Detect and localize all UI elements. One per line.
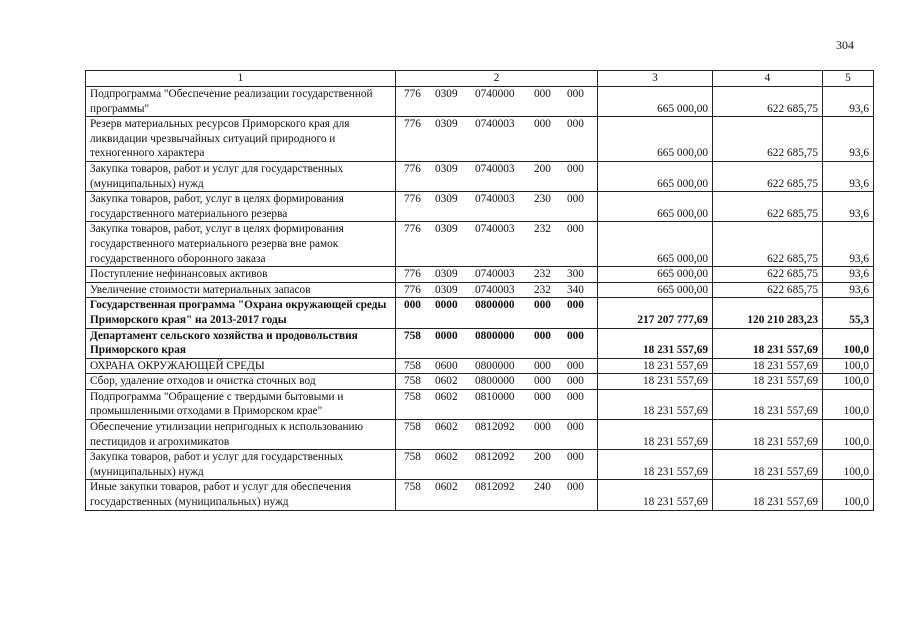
table-row [86,480,874,510]
row-codes [396,328,598,358]
table-row [86,420,874,450]
row-value-c4: 622 685,75 [713,222,823,267]
row-name: ОХРАНА ОКРУЖАЮЩЕЙ СРЕДЫ [86,358,396,374]
row-code-3: 0740003 [475,268,515,281]
row-code-1: 758 [404,359,421,372]
row-value-c3: 217 207 777,69 [598,298,713,328]
row-name: Подпрограмма "Обеспечение реализации государственной программы" [86,87,396,117]
row-code-4: 232 [534,268,551,281]
row-code-3: 0740003 [475,193,515,206]
row-code-1: 758 [404,451,421,464]
row-code-3: 0810000 [475,390,515,403]
row-code-5: 000 [567,193,584,206]
row-code-4: 000 [534,359,551,372]
row-name: Увеличение стоимости материальных запасов [86,282,396,298]
row-code-5: 000 [567,118,584,131]
row-codes [396,389,598,419]
row-code-5: 000 [567,88,584,100]
row-value-c3: 18 231 557,69 [598,374,713,390]
header-col-3: 3 [598,71,713,87]
row-value-c3: 18 231 557,69 [598,328,713,358]
row-code-3: 0800000 [475,299,515,312]
row-value-c3: 665 000,00 [598,222,713,267]
row-value-c3: 18 231 557,69 [598,358,713,374]
row-value-c3: 18 231 557,69 [598,480,713,510]
row-name: Государственная программа "Охрана окружающей среды Приморского края" на 2013-2017 годы [86,298,396,328]
header-col-2: 2 [396,71,598,87]
row-code-1: 776 [404,193,421,206]
row-value-c3: 665 000,00 [598,192,713,222]
row-code-3: 0740003 [475,223,515,236]
row-code-1: 776 [404,268,421,281]
header-col-4: 4 [713,71,823,87]
row-code-3: 0800000 [475,359,515,372]
row-value-c5: 100,0 [823,358,874,374]
row-codes [396,117,598,162]
table-row [86,161,874,191]
table-row [86,117,874,162]
row-value-c5: 100,0 [823,480,874,510]
row-value-c3: 665 000,00 [598,117,713,162]
row-codes [396,192,598,222]
row-value-c5: 100,0 [823,450,874,480]
row-code-5: 000 [567,421,584,434]
row-code-1: 758 [404,375,421,388]
row-codes [396,87,598,117]
table-row [86,450,874,480]
row-code-4: 000 [534,421,551,434]
table-row [86,358,874,374]
row-value-c3: 18 231 557,69 [598,389,713,419]
row-code-2: 0309 [435,268,458,281]
row-code-3: 0800000 [475,329,515,342]
table-row [86,298,874,328]
row-value-c4: 622 685,75 [713,192,823,222]
row-code-1: 776 [404,118,421,131]
page-number: 304 [836,38,854,52]
row-value-c3: 665 000,00 [598,267,713,283]
row-code-2: 0309 [435,193,458,206]
header-col-1: 1 [86,71,396,87]
row-value-c4: 622 685,75 [713,87,823,117]
row-code-2: 0602 [435,375,458,388]
row-code-4: 000 [534,329,551,342]
row-code-3: 0740000 [475,88,515,100]
row-code-2: 0309 [435,88,458,100]
row-value-c4: 18 231 557,69 [713,374,823,390]
row-code-3: 0740003 [475,162,515,175]
row-codes [396,222,598,267]
row-code-1: 758 [404,481,421,494]
row-code-4: 232 [534,223,551,236]
row-name: Закупка товаров, работ, услуг в целях формирования государственного материального резерва [86,192,396,222]
row-code-5: 000 [567,390,584,403]
row-name: Закупка товаров, работ и услуг для государственных (муниципальных) нужд [86,161,396,191]
row-value-c4: 18 231 557,69 [713,358,823,374]
row-codes [396,450,598,480]
row-code-1: 758 [404,390,421,403]
budget-table [85,70,874,511]
row-value-c5: 93,6 [823,192,874,222]
row-codes [396,161,598,191]
header-col-5: 5 [823,71,874,87]
row-code-4: 000 [534,88,551,100]
row-code-3: 0812092 [475,451,515,464]
row-name: Резерв материальных ресурсов Приморского края для ликвидации чрезвычайных ситуаций природного и техногенного характера [86,117,396,162]
row-code-2: 0309 [435,118,458,131]
row-name: Обеспечение утилизации непригодных к использованию пестицидов и агрохимикатов [86,420,396,450]
row-code-3: 0812092 [475,481,515,494]
row-value-c4: 622 685,75 [713,161,823,191]
row-code-3: 0800000 [475,375,515,388]
row-code-2: 0309 [435,223,458,236]
row-value-c5: 93,6 [823,267,874,283]
table-header-row [86,71,874,87]
row-code-5: 300 [567,268,584,281]
row-code-4: 000 [534,299,551,312]
table-row [86,267,874,283]
row-code-2: 0309 [435,162,458,175]
row-name: Закупка товаров, работ, услуг в целях формирования государственного материального резерва вне рамок государственного оборонного заказа [86,222,396,267]
row-value-c5: 93,6 [823,87,874,117]
row-value-c3: 18 231 557,69 [598,420,713,450]
row-code-4: 200 [534,451,551,464]
row-code-5: 000 [567,359,584,372]
row-value-c4: 622 685,75 [713,282,823,298]
row-codes [396,267,598,283]
row-value-c3: 665 000,00 [598,282,713,298]
row-code-2: 0600 [435,359,458,372]
row-code-4: 000 [534,375,551,388]
row-value-c5: 93,6 [823,117,874,162]
row-code-1: 000 [404,299,421,312]
table-row [86,328,874,358]
row-value-c4: 18 231 557,69 [713,480,823,510]
row-code-5: 000 [567,329,584,342]
row-value-c5: 93,6 [823,222,874,267]
row-codes [396,420,598,450]
table-row [86,374,874,390]
row-name: Поступление нефинансовых активов [86,267,396,283]
row-value-c5: 100,0 [823,328,874,358]
row-code-5: 340 [567,283,584,296]
row-code-5: 000 [567,451,584,464]
row-value-c3: 18 231 557,69 [598,450,713,480]
row-code-5: 000 [567,162,584,175]
table-row [86,87,874,117]
row-value-c5: 100,0 [823,420,874,450]
row-codes [396,374,598,390]
row-value-c4: 18 231 557,69 [713,389,823,419]
table-row [86,389,874,419]
row-name: Сбор, удаление отходов и очистка сточных вод [86,374,396,390]
row-code-4: 200 [534,162,551,175]
row-code-2: 0000 [435,299,458,312]
row-code-2: 0602 [435,481,458,494]
row-code-5: 000 [567,223,584,236]
row-value-c4: 622 685,75 [713,117,823,162]
row-name: Департамент сельского хозяйства и продовольствия Приморского края [86,328,396,358]
row-code-1: 776 [404,162,421,175]
table-row [86,282,874,298]
row-code-2: 0602 [435,451,458,464]
row-code-4: 230 [534,193,551,206]
row-name: Иные закупки товаров, работ и услуг для обеспечения государственных (муниципальных) нужд [86,480,396,510]
row-code-1: 776 [404,88,421,100]
row-code-2: 0602 [435,421,458,434]
table-row [86,192,874,222]
row-code-1: 758 [404,421,421,434]
row-code-1: 776 [404,283,421,296]
row-value-c5: 55,3 [823,298,874,328]
row-value-c5: 93,6 [823,282,874,298]
row-code-2: 0309 [435,283,458,296]
row-code-3: 0812092 [475,421,515,434]
row-name: Закупка товаров, работ и услуг для государственных (муниципальных) нужд [86,450,396,480]
row-codes [396,282,598,298]
row-code-5: 000 [567,375,584,388]
row-codes [396,358,598,374]
row-code-4: 000 [534,390,551,403]
row-value-c5: 100,0 [823,389,874,419]
row-code-2: 0602 [435,390,458,403]
row-code-3: 0740003 [475,283,515,296]
row-code-5: 000 [567,299,584,312]
row-codes [396,480,598,510]
row-code-3: 0740003 [475,118,515,131]
row-value-c3: 665 000,00 [598,87,713,117]
row-value-c4: 18 231 557,69 [713,450,823,480]
table-body [86,71,874,511]
row-code-1: 776 [404,223,421,236]
row-code-1: 758 [404,329,421,342]
row-code-4: 000 [534,118,551,131]
row-value-c4: 18 231 557,69 [713,420,823,450]
row-value-c4: 120 210 283,23 [713,298,823,328]
row-code-4: 240 [534,481,551,494]
row-value-c4: 622 685,75 [713,267,823,283]
row-value-c3: 665 000,00 [598,161,713,191]
row-code-4: 232 [534,283,551,296]
row-value-c4: 18 231 557,69 [713,328,823,358]
table-row [86,222,874,267]
row-codes [396,298,598,328]
row-code-2: 0000 [435,329,458,342]
row-value-c5: 100,0 [823,374,874,390]
row-value-c5: 93,6 [823,161,874,191]
row-code-5: 000 [567,481,584,494]
row-name: Подпрограмма "Обращение с твердыми бытовыми и промышленными отходами в Приморском крае" [86,389,396,419]
